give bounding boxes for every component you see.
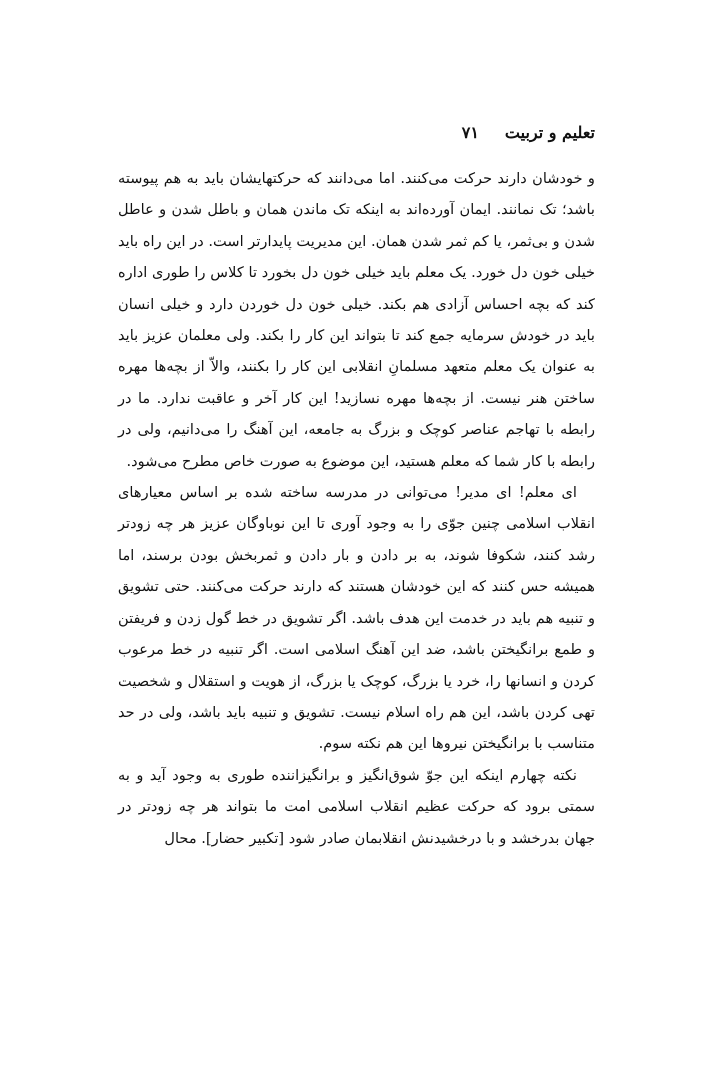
paragraph: و خودشان دارند حرکت می‌کنند. اما می‌دانند که حرکتهایشان باید به هم پیوسته باشد؛ تک نمانند. ایمان آورده‌اند به اینکه تک ماندن همان و باطل شدن و عاطل شدن و بی‌ثمر، یا کم ثمر شدن همان. این مدیریت پایدارتر است. در این راه باید خیلی خون دل خورد. یک معلم باید خیلی خون دل بخورد تا کلاس را طوری اداره کند که بچه احساس آزادی هم بکند. خیلی خون دل خوردن دارد و خیلی انسان باید در خودش سرمایه جمع کند تا بتواند این کار را بکند. ولی معلمان عزیز باید به عنوان یک معلم متعهد مسلمانِ انقلابی این کار را بکنند، والاّ از بچه‌ها مهره ساختن هنر نیست. از بچه‌ها مهره نسازید! این کار آخر و عاقبت ندارد. ما در رابطه با تهاجم عناصر کوچک و بزرگ به جامعه، این آهنگ را می‌دانیم، ولی در رابطه با کار شما که معلم هستید، این موضوع به صورت خاص مطرح می‌شود.	[118, 170, 595, 470]
paragraph: نکته چهارم اینکه این جوّ شوق‌انگیز و برانگیزاننده طوری به وجود آید و به سمتی برود که حرکت عظیم انقلاب اسلامی امت ما بتواند هر چه زودتر در جهان بدرخشد و با درخشیدنش انقلابمان صادر شود [تکبیر حضار]. محال	[118, 766, 595, 847]
running-header	[118, 118, 595, 146]
page-number: ۷۱	[461, 122, 479, 142]
body-text	[118, 163, 595, 854]
header-title: تعلیم و تربیت	[504, 122, 595, 142]
paragraph: ای معلم! ای مدیر! می‌توانی در مدرسه ساخته شده بر اساس معیارهای انقلاب اسلامی چنین جوّی را به وجود آوری تا این نوباوگان عزیز هر چه زودتر رشد کنند، شکوفا شوند، به بر دادن و بار دادن و ثمربخش بودن برسند، اما همیشه حس کنند که این خودشان هستند که دارند حرکت می‌کنند. حتی تشویق و تنبیه هم باید در خدمت این هدف باشد. اگر تشویق در خط گول زدن و فریفتن و طمع برانگیختن باشد، ضد این آهنگ اسلامی است. اگر تنبیه در خط مرعوب کردن و انسانها را، خرد یا بزرگ، کوچک یا بزرگ، از هویت و استقلال و شخصیت تهی کردن باشد، این هم راه اسلام نیست. تشویق و تنبیه باید باشد، ولی در حد متناسب با برانگیختن نیروها این هم نکته سوم.	[118, 484, 595, 753]
